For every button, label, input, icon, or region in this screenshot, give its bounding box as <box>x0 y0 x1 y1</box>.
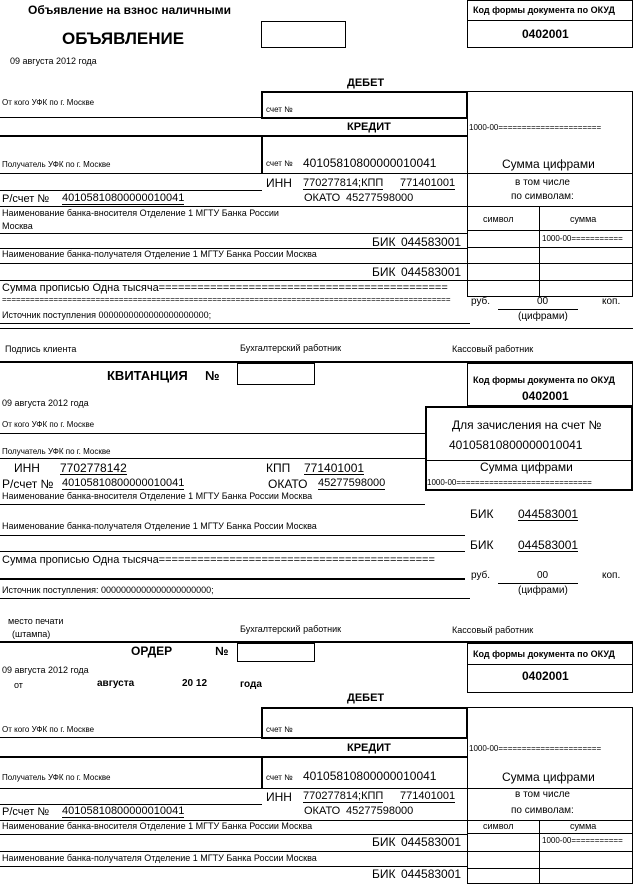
order-year: 20 12 <box>182 678 208 689</box>
from-label: От кого УФК по г. Москве <box>2 98 95 107</box>
inn-label: ИНН <box>266 176 292 190</box>
kpp-value: 771401001 <box>400 177 456 189</box>
form-header-title: Объявление на взнос наличными <box>28 3 231 17</box>
kop-value: 00 <box>537 296 549 307</box>
receipt-accountant-signature: Бухгалтерский работник <box>240 624 342 634</box>
order-including-label: в том числе <box>515 789 570 800</box>
cashier-signature: Кассовый работник <box>452 344 534 354</box>
receipt-payer-bank: Наименование банка-вносителя Отделение 1 МГТУ Банка России Москва <box>2 491 313 501</box>
sum-digits-label: Сумма цифрами <box>502 157 595 171</box>
bik-label: БИК <box>372 235 396 249</box>
document-number-field[interactable] <box>261 21 346 48</box>
order-bik-label: БИК <box>372 835 396 849</box>
receipt-okato-label: ОКАТО <box>268 477 308 491</box>
order-debit-account-box <box>261 707 468 739</box>
credit-label: КРЕДИТ <box>347 121 391 133</box>
order-title: ОРДЕР <box>131 644 173 658</box>
receipt-number-field[interactable] <box>237 363 315 385</box>
receipt-sum-digits-label: Сумма цифрами <box>480 460 573 474</box>
client-signature: Подпись клиента <box>5 344 77 354</box>
announcement-date: 09 августа 2012 года <box>10 56 97 66</box>
order-from-label: От кого УФК по г. Москве <box>2 725 95 734</box>
inn-kpp-value: 770277814;КПП <box>303 177 384 189</box>
receipt-recipient-bik: 044583001 <box>518 538 579 552</box>
credit-account-label: счет № <box>266 159 293 168</box>
receipt-no-label: № <box>205 368 220 383</box>
receipt-r-account: 40105810800000010041 <box>62 477 185 489</box>
order-okud-code: 0402001 <box>522 669 569 683</box>
sum-column-header: сумма <box>570 214 597 224</box>
accountant-signature: Бухгалтерский работник <box>240 343 342 353</box>
receipt-date: 09 августа 2012 года <box>2 398 89 408</box>
order-credit-account-label: счет № <box>266 773 293 782</box>
order-number-field[interactable] <box>237 643 315 662</box>
order-bik: 044583001 <box>401 835 462 849</box>
recipient-bank: Наименование банка-получателя Отделение 1 МГТУ Банка России Москва <box>2 249 317 259</box>
order-symbol-amount: 1000-00=========== <box>542 837 623 845</box>
order-sum-digits-label: Сумма цифрами <box>502 770 595 784</box>
receipt-rub-label: руб. <box>471 570 491 581</box>
receipt-recipient-label: Получатель УФК по г. Москве <box>2 447 111 456</box>
recipient-bik-label: БИК <box>372 265 396 279</box>
announcement-title: ОБЪЯВЛЕНИЕ <box>62 30 185 47</box>
stamp-place-label: место печати <box>8 616 64 626</box>
digits-label: (цифрами) <box>518 311 568 322</box>
order-debit-label: ДЕБЕТ <box>347 692 385 704</box>
receipt-amount: 1000-00============================= <box>427 479 592 487</box>
order-okato-label: ОКАТО <box>304 805 341 817</box>
payer-bank-label: Наименование банка-вносителя Отделение 1 МГТУ Банка России <box>2 208 279 218</box>
order-symbol-column-header: символ <box>483 821 514 831</box>
order-year-word: года <box>240 679 262 690</box>
including-label: в том числе <box>515 177 570 188</box>
order-by-symbols-label: по символам: <box>511 805 574 816</box>
by-symbols-label: по символам: <box>511 191 574 202</box>
receipt-okato: 45277598000 <box>318 477 386 489</box>
receipt-recipient-bank: Наименование банка-получателя Отделение 1 МГТУ Банка России Москва <box>2 521 317 531</box>
receipt-cashier-signature: Кассовый работник <box>452 625 534 635</box>
kop-label: коп. <box>602 296 621 307</box>
order-inn-kpp-value: 770277814;КПП <box>303 790 384 802</box>
order-recipient-label: Получатель УФК по г. Москве <box>2 773 111 782</box>
order-recipient-bank: Наименование банка-получателя Отделение 1 МГТУ Банка России Москва <box>2 853 317 863</box>
order-no-label: № <box>215 644 229 658</box>
receipt-r-account-label: Р/счет № <box>2 477 54 491</box>
receipt-inn-label: ИНН <box>14 461 40 475</box>
order-debit-account-label: счет № <box>266 725 293 734</box>
debit-label: ДЕБЕТ <box>347 77 385 89</box>
payer-bank-city: Москва <box>2 221 33 231</box>
credit-amount: 1000-00====================== <box>469 124 602 132</box>
receipt-kpp: 771401001 <box>304 461 365 475</box>
credit-account: 40105810800000010041 <box>303 156 437 170</box>
receipt-kpp-label: КПП <box>266 461 291 475</box>
receipt-bik-label: БИК <box>470 507 494 521</box>
order-kpp-value: 771401001 <box>400 790 456 802</box>
order-recipient-bik: 044583001 <box>401 867 462 881</box>
source-line: Источник поступления 0000000000000000000000; <box>2 310 212 320</box>
receipt-source-line: Источник поступления: 0000000000000000000000; <box>2 585 214 595</box>
bik: 044583001 <box>401 235 462 249</box>
receipt-okud-label: Код формы документа по ОКУД <box>473 375 615 385</box>
order-recipient-bik-label: БИК <box>372 867 396 881</box>
r-account-label: Р/счет № <box>2 193 50 205</box>
sum-in-words: Сумма прописью Одна тысяча============================================= <box>2 283 448 294</box>
equals-line: ================================================================================================ <box>2 296 451 304</box>
receipt-sum-in-words: Сумма прописью Одна тысяча=========================================== <box>2 555 435 566</box>
okato-label: ОКАТО <box>304 192 341 204</box>
debit-account-label: счет № <box>266 105 293 114</box>
recipient-bik: 044583001 <box>401 265 462 279</box>
okud-label: Код формы документа по ОКУД <box>473 5 615 15</box>
symbol-column-header: символ <box>483 214 514 224</box>
receipt-recipient-bik-label: БИК <box>470 538 494 552</box>
okud-code: 0402001 <box>522 27 569 41</box>
order-payer-bank: Наименование банка-вносителя Отделение 1 МГТУ Банка России Москва <box>2 821 313 831</box>
receipt-from-label: От кого УФК по г. Москве <box>2 420 95 429</box>
credit-to-label: Для зачисления на счет № <box>452 418 602 432</box>
recipient-label: Получатель УФК по г. Москве <box>2 160 111 169</box>
receipt-account: 40105810800000010041 <box>449 438 583 452</box>
receipt-okud-code: 0402001 <box>522 389 569 403</box>
receipt-digits-label: (цифрами) <box>518 585 568 596</box>
stamp-label: (штампа) <box>12 629 51 639</box>
symbol-amount: 1000-00=========== <box>542 235 623 243</box>
order-credit-amount: 1000-00====================== <box>469 745 602 753</box>
order-date: 09 августа 2012 года <box>2 665 89 675</box>
order-month-word: августа <box>97 678 135 689</box>
order-okato: 45277598000 <box>346 805 414 817</box>
receipt-inn: 7702778142 <box>60 461 127 475</box>
order-credit-label: КРЕДИТ <box>347 742 391 754</box>
order-credit-account: 40105810800000010041 <box>303 769 437 783</box>
receipt-title: КВИТАНЦИЯ <box>107 368 188 383</box>
receipt-bik: 044583001 <box>518 507 579 521</box>
r-account: 40105810800000010041 <box>62 192 185 204</box>
okato: 45277598000 <box>346 192 414 204</box>
order-sum-column-header: сумма <box>570 821 597 831</box>
receipt-kop-label: коп. <box>602 570 621 581</box>
order-from-word: от <box>14 680 23 690</box>
order-r-account: 40105810800000010041 <box>62 805 185 817</box>
order-r-account-label: Р/счет № <box>2 806 50 818</box>
receipt-kop-value: 00 <box>537 570 549 581</box>
order-okud-label: Код формы документа по ОКУД <box>473 649 615 659</box>
rub-label: руб. <box>471 296 491 307</box>
order-inn-label: ИНН <box>266 790 292 804</box>
